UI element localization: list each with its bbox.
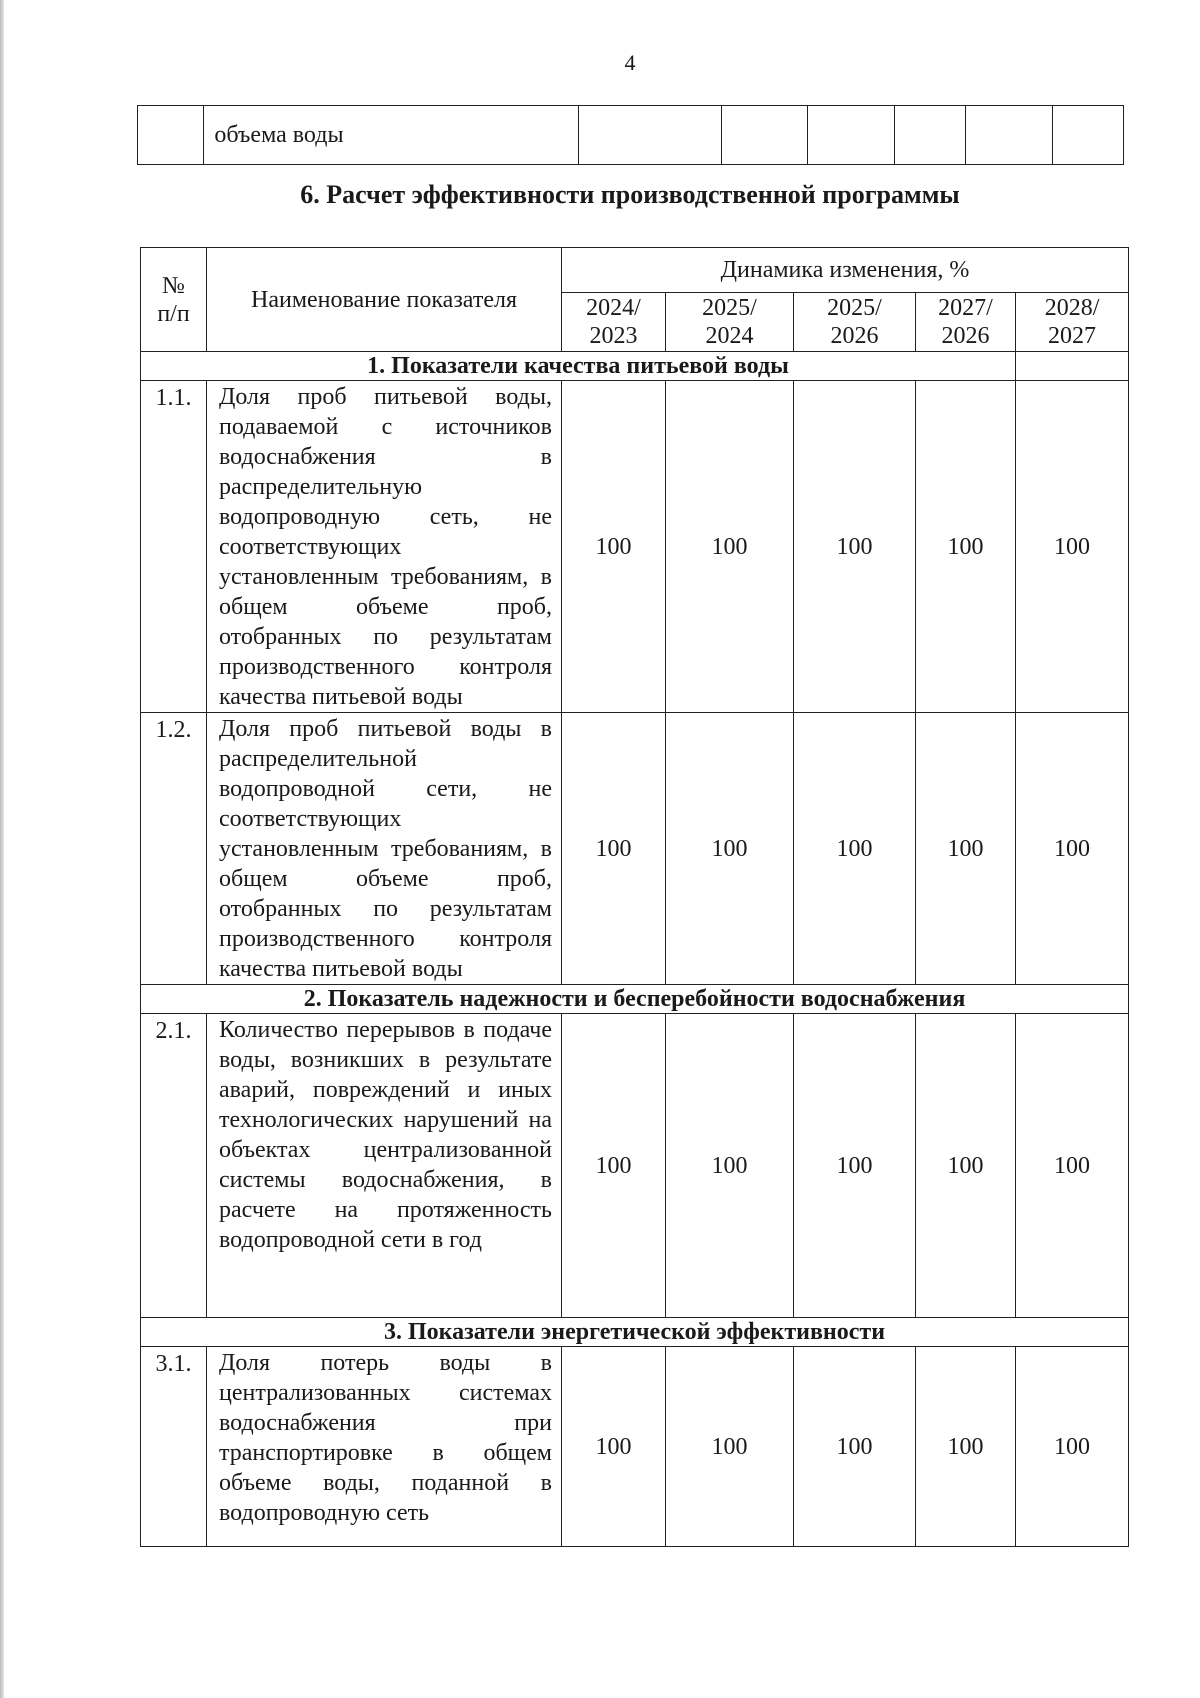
row-value: 100 [666,1014,794,1318]
header-year: 2028/ 2027 [1016,293,1129,352]
group-title: 3. Показатели энергетической эффективности [141,1318,1129,1347]
row-value: 100 [1016,713,1129,985]
header-year: 2025/ 2026 [794,293,916,352]
row-name: Доля потерь воды в централизованных системах водоснабжения при транспортировке в общем объеме воды, поданной в водопроводную сеть [207,1347,562,1547]
group-title: 2. Показатель надежности и бесперебойности водоснабжения [141,985,1129,1014]
row-value: 100 [794,1347,916,1547]
row-value: 100 [1016,381,1129,713]
empty-cell [807,106,894,165]
header-number: № п/п [141,248,207,352]
header-year: 2024/ 2023 [562,293,666,352]
row-value: 100 [1016,1347,1129,1547]
efficiency-table [140,247,1129,1547]
row-name: Количество перерывов в подаче воды, возникших в результате аварий, повреждений и иных технологических нарушений на объектах централизованной системы водоснабжения, в расчете на протяженность водопроводной сети в год [207,1014,562,1318]
row-value: 100 [562,1014,666,1318]
table-row [138,106,1124,165]
row-value: 100 [794,381,916,713]
row-value: 100 [916,713,1016,985]
table-row [141,381,1129,713]
section-title: 6. Расчет эффективности производственной программы [300,180,960,209]
row-value: 100 [794,713,916,985]
row-number: 2.1. [141,1014,207,1318]
row-number: 3.1. [141,1347,207,1547]
row-number: 1.2. [141,713,207,985]
header-name: Наименование показателя [207,248,562,352]
row-value: 100 [916,1014,1016,1318]
row-value: 100 [562,1347,666,1547]
header-dynamics: Динамика изменения, % [562,248,1129,293]
row-value: 100 [916,381,1016,713]
header-year: 2025/ 2024 [666,293,794,352]
empty-cell [966,106,1052,165]
row-name: Доля проб питьевой воды в распределительной водопроводной сети, не соответствующих установленным требованиям, в общем объеме проб, отобранных по результатам производственного контроля качества питьевой воды [207,713,562,985]
empty-cell [1052,106,1123,165]
empty-cell [894,106,965,165]
page-number: 4 [624,50,636,75]
group-row [141,1318,1129,1347]
row-value: 100 [666,1347,794,1547]
empty-cell [1016,352,1129,381]
row-value: 100 [562,381,666,713]
row-value: 100 [666,713,794,985]
table-row [141,713,1129,985]
row-name: Доля проб питьевой воды, подаваемой с источников водоснабжения в распределительную водопроводную сеть, не соответствующих установленным требованиям, в общем объеме проб, отобранных по результатам производственного контроля качества питьевой воды [207,381,562,713]
table-row [141,1014,1129,1318]
continued-table-fragment [137,105,1124,165]
group-row [141,352,1129,381]
row-number: 1.1. [141,381,207,713]
empty-cell [138,106,204,165]
empty-cell [578,106,721,165]
table-row [141,1347,1129,1547]
group-row [141,985,1129,1014]
empty-cell [721,106,807,165]
fragment-text-cell: объема воды [204,106,578,165]
row-value: 100 [1016,1014,1129,1318]
row-value: 100 [916,1347,1016,1547]
group-title: 1. Показатели качества питьевой воды [141,352,1016,381]
header-row [141,248,1129,293]
scan-edge [0,0,4,1698]
row-value: 100 [666,381,794,713]
header-year: 2027/ 2026 [916,293,1016,352]
row-value: 100 [562,713,666,985]
row-value: 100 [794,1014,916,1318]
